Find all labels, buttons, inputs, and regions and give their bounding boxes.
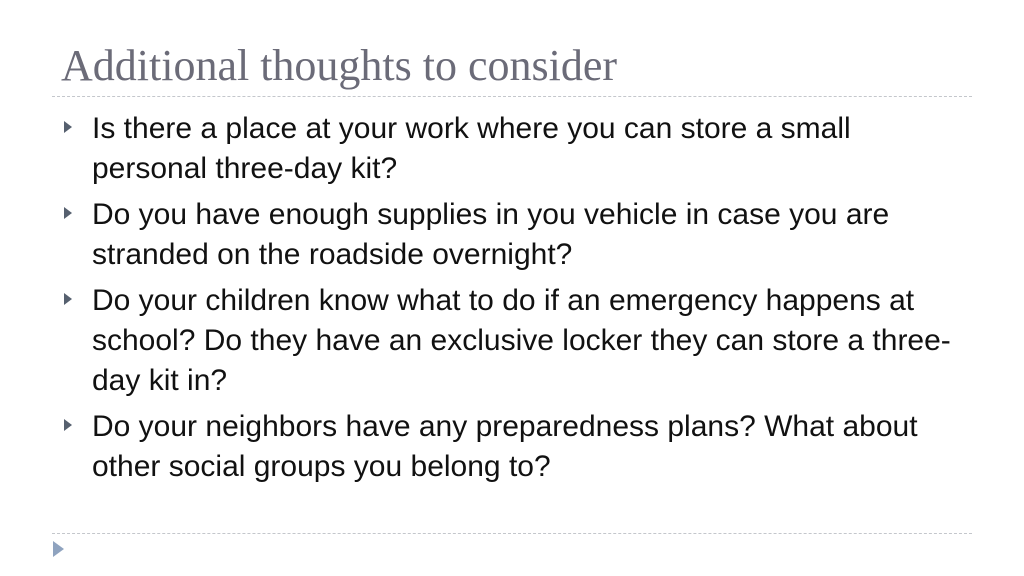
bullet-text: Do your neighbors have any preparedness plans? What about other social groups you belong to? (92, 410, 918, 483)
slide-title: Additional thoughts to consider (61, 41, 618, 90)
triangle-bullet-icon (64, 419, 72, 431)
triangle-bullet-icon (64, 121, 72, 133)
triangle-bullet-icon (64, 293, 72, 305)
bullet-text: Do you have enough supplies in you vehicle in case you are stranded on the roadside overnight? (92, 198, 890, 271)
bullet-list (60, 109, 970, 493)
play-triangle-icon (53, 541, 64, 557)
triangle-bullet-icon (64, 207, 72, 219)
title-divider (52, 96, 972, 97)
bullet-item (60, 281, 970, 401)
bullet-text: Is there a place at your work where you can store a small personal three-day kit? (92, 112, 851, 185)
bullet-item (60, 109, 970, 189)
bullet-item (60, 407, 970, 487)
bullet-item (60, 195, 970, 275)
footer-divider (52, 533, 972, 534)
bullet-text: Do your children know what to do if an emergency happens at school? Do they have an exclusive locker they can store a three-day kit in? (92, 284, 951, 397)
